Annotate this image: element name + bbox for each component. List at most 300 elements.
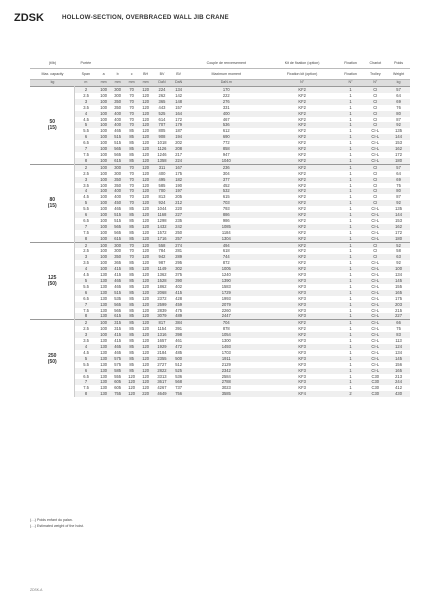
table-cell: 1929: [153, 344, 172, 350]
table-cell: 120: [139, 158, 153, 164]
table-cell: 100: [97, 122, 111, 128]
table-cell: 215: [387, 308, 410, 314]
table-cell: 300: [111, 171, 125, 177]
table-cell: KF2: [267, 206, 338, 212]
table-cell: 987: [153, 260, 172, 266]
header-cell-bottom: a: [97, 69, 111, 80]
header-cell-top: (t/lb): [30, 58, 75, 69]
table-cell: 235: [171, 218, 186, 224]
table-cell: 1: [338, 284, 364, 290]
table-cell: 525: [153, 111, 172, 117]
table-cell: KF2: [267, 230, 338, 236]
header-cell-bottom: BV: [171, 69, 186, 80]
header-cell-bottom: b: [111, 69, 125, 80]
table-cell: 85: [125, 260, 139, 266]
table-cell: 130: [97, 302, 111, 308]
table-cell: 565: [111, 308, 125, 314]
table-cell: 6.5: [75, 296, 97, 302]
table-cell: KF3: [267, 368, 338, 374]
table-cell: 194: [171, 134, 186, 140]
table-cell: 85: [125, 302, 139, 308]
table-cell: 605: [111, 379, 125, 385]
header-cell-top: Fixation: [338, 58, 364, 69]
table-cell: 70: [125, 87, 139, 93]
table-cell: 1: [338, 105, 364, 111]
unit-cell: mm: [97, 80, 111, 87]
table-cell: 2447: [186, 313, 267, 319]
specs-table-wrapper: [30, 58, 410, 397]
table-cell: 5: [75, 356, 97, 362]
table-cell: 2: [338, 391, 364, 397]
table-cell: 165: [387, 290, 410, 296]
table-cell: 100: [97, 194, 111, 200]
table-cell: 135: [387, 206, 410, 212]
table-cell: 203: [387, 302, 410, 308]
table-cell: 1304: [186, 236, 267, 242]
header-cell-bottom: c: [125, 69, 139, 80]
table-cell: 1: [338, 188, 364, 194]
table-cell: 1: [338, 194, 364, 200]
table-cell: 6.5: [75, 140, 97, 146]
table-cell: 6: [75, 134, 97, 140]
table-cell: 85: [125, 338, 139, 344]
header-cell-bottom: Trolley: [363, 69, 387, 80]
table-cell: 3: [75, 254, 97, 260]
table-cell: 153: [387, 140, 410, 146]
table-cell: 120: [139, 122, 153, 128]
table-cell: 398: [171, 332, 186, 338]
table-cell: 2839: [153, 308, 172, 314]
table-cell: CI-L: [363, 218, 387, 224]
table-cell: 908: [153, 134, 172, 140]
table-cell: 535: [111, 296, 125, 302]
table-cell: 295: [171, 260, 186, 266]
table-cell: 85: [125, 158, 139, 164]
table-cell: 1: [338, 308, 364, 314]
table-cell: 180: [387, 236, 410, 242]
table-cell: CI-L: [363, 332, 387, 338]
table-cell: 100: [97, 111, 111, 117]
table-cell: 130: [97, 385, 111, 391]
table-cell: 2: [75, 164, 97, 170]
table-cell: 197: [171, 188, 186, 194]
table-cell: KF2: [267, 140, 338, 146]
table-cell: 70: [125, 200, 139, 206]
table-cell: 8: [75, 158, 97, 164]
table-cell: 70: [125, 111, 139, 117]
table-cell: 886: [186, 212, 267, 218]
table-cell: C30: [363, 379, 387, 385]
unit-cell: N°: [267, 80, 338, 87]
table-cell: 202: [171, 140, 186, 146]
table-cell: CI: [363, 93, 387, 99]
table-cell: CI: [363, 122, 387, 128]
capacity-lb: (15): [47, 125, 57, 132]
table-cell: 391: [171, 326, 186, 332]
table-cell: 377: [186, 177, 267, 183]
table-cell: KF2: [267, 254, 338, 260]
table-cell: 1: [338, 164, 364, 170]
table-cell: 331: [186, 105, 267, 111]
table-cell: KF2: [267, 87, 338, 93]
table-cell: 85: [125, 218, 139, 224]
table-cell: 120: [139, 254, 153, 260]
table-cell: 412: [387, 385, 410, 391]
table-cell: 179: [171, 122, 186, 128]
table-cell: 276: [186, 99, 267, 105]
unit-cell: mm: [111, 80, 125, 87]
table-cell: 1316: [153, 332, 172, 338]
table-cell: 5: [75, 278, 97, 284]
table-cell: 236: [186, 164, 267, 170]
header-cell-bottom: Max. capacity: [30, 69, 75, 80]
table-cell: 8: [75, 391, 97, 397]
table-cell: 1: [338, 134, 364, 140]
table-cell: CI-L: [363, 326, 387, 332]
capacity-lb: (50): [47, 280, 57, 287]
table-cell: 2079: [186, 302, 267, 308]
table-cell: 525: [171, 368, 186, 374]
table-cell: CI: [363, 254, 387, 260]
table-cell: 568: [171, 379, 186, 385]
table-cell: 2.5: [75, 326, 97, 332]
table-cell: 120: [139, 278, 153, 284]
table-cell: KF2: [267, 164, 338, 170]
table-cell: 300: [111, 87, 125, 93]
table-cell: 472: [171, 344, 186, 350]
table-cell: CI-L: [363, 224, 387, 230]
table-cell: 7: [75, 379, 97, 385]
table-cell: 1657: [153, 338, 172, 344]
table-cell: CI-L: [363, 236, 387, 242]
table-cell: 120: [139, 224, 153, 230]
table-cell: 76: [387, 105, 410, 111]
table-cell: 612: [186, 128, 267, 134]
table-cell: 2355: [153, 356, 172, 362]
table-cell: 1: [338, 87, 364, 93]
table-cell: 100: [97, 212, 111, 218]
table-cell: 1184: [186, 230, 267, 236]
table-cell: 428: [171, 296, 186, 302]
table-cell: 1: [338, 230, 364, 236]
table-cell: 100: [97, 332, 111, 338]
table-cell: 3: [75, 332, 97, 338]
table-cell: 1583: [186, 284, 267, 290]
table-cell: 120: [139, 332, 153, 338]
table-cell: 100: [97, 254, 111, 260]
table-cell: 134: [387, 350, 410, 356]
table-cell: 120: [139, 128, 153, 134]
table-cell: CI-L: [363, 362, 387, 368]
table-cell: 162: [387, 146, 410, 152]
unit-cell: N°: [338, 80, 364, 87]
table-cell: 205: [171, 194, 186, 200]
header-cell-bottom: BH: [139, 69, 153, 80]
table-cell: KF2: [267, 260, 338, 266]
table-cell: 465: [111, 344, 125, 350]
table-cell: 1: [338, 313, 364, 319]
table-cell: CI: [363, 99, 387, 105]
table-cell: 70: [125, 254, 139, 260]
table-cell: KF4: [267, 391, 338, 397]
table-cell: 187: [171, 128, 186, 134]
table-cell: KF2: [267, 171, 338, 177]
table-cell: CI-L: [363, 260, 387, 266]
table-cell: 400: [111, 194, 125, 200]
table-cell: 1862: [153, 284, 172, 290]
table-cell: CI-L: [363, 134, 387, 140]
table-cell: KF3: [267, 350, 338, 356]
table-cell: 100: [97, 87, 111, 93]
table-cell: 100: [97, 128, 111, 134]
table-cell: 70: [125, 93, 139, 99]
table-cell: 690: [186, 134, 267, 140]
table-cell: 120: [139, 320, 153, 326]
table-cell: 1: [338, 326, 364, 332]
table-cell: 515: [111, 212, 125, 218]
table-cell: 175: [387, 296, 410, 302]
table-cell: 1528: [153, 278, 172, 284]
table-cell: 3.5: [75, 183, 97, 189]
table-cell: 262: [153, 93, 172, 99]
table-cell: KF3: [267, 356, 338, 362]
table-cell: 515: [111, 134, 125, 140]
table-cell: 1300: [186, 338, 267, 344]
table-cell: 2584: [186, 374, 267, 380]
table-cell: 1: [338, 158, 364, 164]
table-cell: 70: [125, 164, 139, 170]
table-cell: 157: [171, 105, 186, 111]
table-cell: 120: [139, 344, 153, 350]
table-cell: 400: [111, 111, 125, 117]
table-cell: KF2: [267, 326, 338, 332]
table-cell: 1: [338, 99, 364, 105]
capacity-value: 125: [48, 274, 57, 281]
table-cell: 85: [125, 140, 139, 146]
table-cell: 1: [338, 146, 364, 152]
table-cell: 1: [338, 224, 364, 230]
table-cell: 300: [111, 242, 125, 248]
table-cell: 85: [125, 206, 139, 212]
table-cell: 85: [125, 308, 139, 314]
table-cell: C30: [363, 391, 387, 397]
table-cell: 85: [125, 278, 139, 284]
table-cell: 87: [387, 194, 410, 200]
table-cell: 120: [125, 374, 139, 380]
table-cell: 756: [171, 391, 186, 397]
table-cell: 3: [75, 99, 97, 105]
table-cell: 1362: [153, 272, 172, 278]
unit-cell: N°: [363, 80, 387, 87]
table-cell: 167: [171, 164, 186, 170]
table-cell: KF2: [267, 248, 338, 254]
table-cell: 2342: [186, 368, 267, 374]
table-cell: 70: [125, 99, 139, 105]
table-cell: 120: [139, 134, 153, 140]
table-cell: 120: [139, 379, 153, 385]
table-cell: 1: [338, 212, 364, 218]
table-cell: 4267: [153, 385, 172, 391]
table-cell: 64: [387, 171, 410, 177]
table-cell: 100: [97, 99, 111, 105]
table-units-row: [30, 80, 410, 87]
table-cell: C30: [363, 385, 387, 391]
table-cell: CI-L: [363, 230, 387, 236]
table-cell: 5.5: [75, 284, 97, 290]
table-cell: 100: [97, 188, 111, 194]
table-cell: 120: [139, 177, 153, 183]
table-cell: CI-L: [363, 140, 387, 146]
table-cell: CI: [363, 248, 387, 254]
table-cell: 1: [338, 266, 364, 272]
table-cell: 57: [387, 164, 410, 170]
table-cell: 585: [153, 183, 172, 189]
table-cell: 130: [97, 350, 111, 356]
table-cell: CI-L: [363, 284, 387, 290]
table-cell: 1: [338, 254, 364, 260]
table-cell: CI: [363, 117, 387, 123]
table-cell: 400: [186, 111, 267, 117]
table-cell: KF2: [267, 177, 338, 183]
table-cell: 120: [139, 111, 153, 117]
table-cell: 515: [111, 140, 125, 146]
table-cell: 70: [125, 105, 139, 111]
table-cell: 1358: [153, 158, 172, 164]
unit-cell: mm: [139, 80, 153, 87]
table-cell: 172: [387, 152, 410, 158]
table-cell: 5.5: [75, 362, 97, 368]
capacity-lb: (15): [47, 203, 57, 210]
table-cell: CI: [363, 87, 387, 93]
table-cell: 365: [111, 260, 125, 266]
table-cell: 120: [139, 356, 153, 362]
header-cell-bottom: Span: [75, 69, 97, 80]
table-cell: 69: [387, 177, 410, 183]
table-cell: 707: [153, 122, 172, 128]
table-cell: 2372: [153, 296, 172, 302]
table-cell: 120: [139, 350, 153, 356]
table-cell: 2599: [153, 302, 172, 308]
table-cell: 365: [153, 99, 172, 105]
table-cell: 130: [97, 308, 111, 314]
table-cell: 120: [139, 200, 153, 206]
capacity-cell: [30, 242, 75, 320]
table-cell: 85: [125, 146, 139, 152]
table-cell: 1: [338, 177, 364, 183]
table-cell: 120: [139, 212, 153, 218]
table-cell: 6: [75, 290, 97, 296]
table-cell: 1044: [153, 206, 172, 212]
table-cell: 7: [75, 224, 97, 230]
table-cell: 66: [387, 320, 410, 326]
table-cell: 80: [387, 188, 410, 194]
table-cell: 350: [111, 105, 125, 111]
unit-cell: m: [75, 80, 97, 87]
table-cell: 1: [338, 152, 364, 158]
table-cell: 85: [125, 296, 139, 302]
table-cell: 302: [171, 266, 186, 272]
table-cell: KF2: [267, 194, 338, 200]
table-cell: CI-L: [363, 290, 387, 296]
table-cell: 485: [171, 350, 186, 356]
table-cell: 1: [338, 350, 364, 356]
table-cell: KF3: [267, 344, 338, 350]
table-cell: 6.5: [75, 218, 97, 224]
table-cell: 2788: [186, 379, 267, 385]
table-cell: 120: [125, 385, 139, 391]
table-cell: 1716: [153, 236, 172, 242]
table-cell: 1: [338, 320, 364, 326]
table-cell: 100: [97, 140, 111, 146]
table-cell: CI-L: [363, 313, 387, 319]
table-cell: 536: [186, 122, 267, 128]
table-cell: 120: [139, 308, 153, 314]
table-cell: 872: [186, 260, 267, 266]
table-cell: 208: [171, 146, 186, 152]
table-cell: CI: [363, 105, 387, 111]
table-cell: 1: [338, 206, 364, 212]
table-cell: 224: [171, 158, 186, 164]
table-cell: 130: [97, 284, 111, 290]
table-cell: 494: [186, 242, 267, 248]
table-cell: 1246: [153, 152, 172, 158]
table-cell: 1493: [186, 344, 267, 350]
table-cell: CI: [363, 200, 387, 206]
table-cell: 130: [97, 391, 111, 397]
table-cell: 113: [387, 338, 410, 344]
table-cell: KF2: [267, 188, 338, 194]
table-cell: KF2: [267, 117, 338, 123]
unit-cell: DaN.m: [186, 80, 267, 87]
table-cell: 1729: [186, 290, 267, 296]
table-cell: CI-L: [363, 278, 387, 284]
table-cell: KF3: [267, 272, 338, 278]
table-cell: 817: [153, 320, 172, 326]
capacity-value: 80: [49, 197, 56, 204]
table-cell: 565: [111, 302, 125, 308]
table-cell: KF3: [267, 296, 338, 302]
table-cell: 1: [338, 272, 364, 278]
table-cell: 100: [97, 164, 111, 170]
table-cell: 615: [111, 158, 125, 164]
table-cell: 772: [186, 140, 267, 146]
table-cell: 350: [111, 99, 125, 105]
table-cell: 1: [338, 128, 364, 134]
table-cell: 1: [338, 362, 364, 368]
table-cell: 120: [139, 242, 153, 248]
table-cell: 1018: [153, 140, 172, 146]
table-cell: 180: [387, 158, 410, 164]
table-cell: 120: [139, 290, 153, 296]
table-cell: 120: [139, 236, 153, 242]
table-cell: 85: [125, 266, 139, 272]
table-cell: CI-L: [363, 368, 387, 374]
table-cell: 390: [171, 278, 186, 284]
header-cell-bottom: Maximum moment: [186, 69, 267, 80]
table-cell: CI-L: [363, 158, 387, 164]
table-cell: 227: [171, 212, 186, 218]
table-cell: 1054: [186, 332, 267, 338]
table-cell: 1085: [186, 224, 267, 230]
table-cell: KF2: [267, 320, 338, 326]
table-cell: 3.5: [75, 105, 97, 111]
table-cell: 4: [75, 188, 97, 194]
table-cell: 70: [125, 248, 139, 254]
table-cell: CI-L: [363, 152, 387, 158]
table-cell: 100: [97, 177, 111, 183]
table-cell: CI-L: [363, 128, 387, 134]
table-cell: 947: [186, 152, 267, 158]
